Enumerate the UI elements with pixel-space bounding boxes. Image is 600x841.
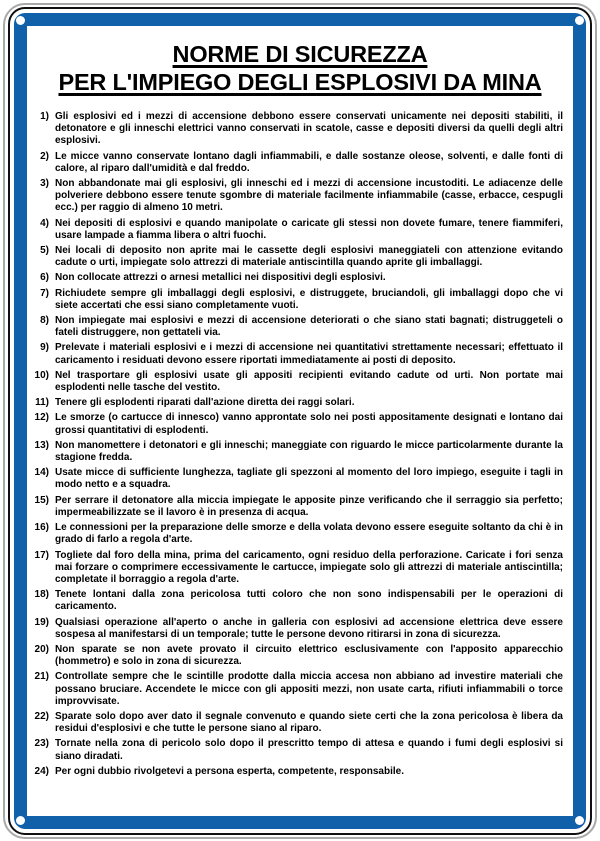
rule-number: 16) <box>34 522 49 534</box>
rule-number: 19) <box>34 616 49 628</box>
rule-item <box>31 370 563 394</box>
rule-text: Gli esplosivi ed i mezzi di accensione debbono essere conservati unicamente nei depositi stabiliti, il detonatore e gli inneschi elettrici vanno conservati in scatole, casse e depositi diversi da quelli degli altri esplosivi. <box>55 111 563 147</box>
rule-text: Usate micce di sufficiente lunghezza, tagliate gli spezzoni al momento del loro impiego, eseguite i tagli in modo netto e a squadra. <box>55 467 563 491</box>
rule-text: Sparate solo dopo aver dato il segnale convenuto e quando siete certi che la zona pericolosa è libera da residui d'esplosivi e che tutte le persone siano al riparo. <box>55 710 563 735</box>
rule-item <box>31 738 563 762</box>
rule-number: 3) <box>40 178 49 190</box>
rule-number: 21) <box>34 671 49 683</box>
rule-item <box>31 711 563 735</box>
rule-text: Per serrare il detonatore alla miccia impiegate le apposite pinze verificando che il serraggio sia perfetto; impermeabilizzate se il lavoro è in presenza di acqua. <box>55 494 563 518</box>
rule-item <box>31 550 563 587</box>
rule-item <box>31 412 563 436</box>
rule-item <box>31 467 563 491</box>
rule-number: 7) <box>40 287 49 299</box>
rule-item <box>31 522 563 546</box>
rule-number: 22) <box>34 710 49 722</box>
rule-number: 9) <box>40 342 49 354</box>
rule-number: 5) <box>40 245 49 257</box>
rule-number: 23) <box>34 738 49 750</box>
rule-item <box>31 440 563 464</box>
rule-text: Non abbandonate mai gli esplosivi, gli inneschi ed i mezzi di accensione incustoditi. Le adiacenze delle polveriere debbono essere tenute sgombre di materiale facilmente infiammabile (casse, erbacce, cespugli ecc.) per raggio di almeno 10 metri. <box>55 178 563 214</box>
rule-number: 14) <box>34 467 49 479</box>
rule-item <box>31 218 563 242</box>
rule-item <box>31 111 563 148</box>
rule-text: Controllate sempre che le scintille prodotte dalla miccia accesa non abbiano ad investire materiali che possano bruciare. Accendete le micce con gli appositi mezzi, non usate carta, rifiuti infiammabili o torce improvvisate. <box>55 671 563 707</box>
sign-content <box>29 28 571 814</box>
rule-item <box>31 617 563 641</box>
rule-number: 20) <box>34 643 49 655</box>
rule-text: Togliete dal foro della mina, prima del caricamento, ogni residuo della perforazione. Caricate i fori senza mai forzare o comprimere eccessivamente le cartucce, impiegate solo gli attrezzi di materiale antiscintilla; completate il borraggio a regola d'arte. <box>55 549 563 585</box>
rule-item <box>31 342 563 366</box>
rule-text: Non manomettere i detonatori e gli inneschi; maneggiate con riguardo le micce particolarmente durante la stagione fredda. <box>55 439 563 464</box>
rule-number: 24) <box>34 765 49 777</box>
screw-hole-top-right <box>575 16 584 25</box>
rule-number: 15) <box>34 494 49 506</box>
rule-item <box>31 151 563 175</box>
rule-text: Non impiegate mai esplosivi e mezzi di accensione deteriorati o che siano stati bagnati; distruggeteli o fateli distruggere, non gettateli via. <box>55 315 563 339</box>
rules-list <box>29 111 571 778</box>
rule-item <box>31 495 563 519</box>
rule-number: 6) <box>40 272 49 284</box>
rule-item <box>31 589 563 613</box>
rule-item <box>31 671 563 708</box>
rule-number: 2) <box>40 150 49 162</box>
rule-number: 12) <box>34 412 49 424</box>
title-line-1: NORME DI SICUREZZA <box>172 41 428 67</box>
rule-number: 17) <box>34 549 49 561</box>
screw-hole-bottom-left <box>16 816 25 825</box>
rule-text: Non sparate se non avete provato il circuito elettrico esclusivamente con l'apposito apparecchio (hommetro) e solo in zona di sicurezza. <box>55 643 563 668</box>
rule-text: Non collocate attrezzi o arnesi metallici nei dispositivi degli esplosivi. <box>55 272 386 284</box>
rule-text: Nel trasportare gli esplosivi usate gli appositi recipienti evitando cadute od urti. Non portate mai esplodenti nelle tasche del vestito. <box>55 369 563 394</box>
rule-item <box>31 644 563 668</box>
rule-item <box>31 397 563 409</box>
rule-item <box>31 315 563 339</box>
rule-number: 10) <box>34 369 49 381</box>
rule-text: Nei locali di deposito non aprite mai le cassette degli esplosivi maneggiateli con attenzione evitando cadute o urti, impiegate solo attrezzi di materiale antiscintilla quando aprite gli imballaggi. <box>55 245 563 269</box>
rule-number: 11) <box>35 397 49 409</box>
rule-item <box>31 245 563 269</box>
rule-text: Qualsiasi operazione all'aperto o anche in galleria con esplosivi ad accensione elettrica deve essere sospesa al manifestarsi di un temporale; tutte le persone devono ritirarsi in zona di sicurezza. <box>55 616 563 640</box>
rule-text: Prelevate i materiali esplosivi e i mezzi di accensione nei quantitativi strettamente necessari; effettuato il caricamento i residuati devono essere riportati immediatamente ai posti di deposito. <box>55 342 563 366</box>
rule-number: 8) <box>40 315 49 327</box>
rule-item <box>31 288 563 312</box>
rule-text: Tenere gli esplodenti riparati dall'azione diretta dei raggi solari. <box>55 397 355 409</box>
rule-text: Le connessioni per la preparazione delle smorze e della volata devono essere eseguite soltanto da chi è in grado di farlo a regola d'arte. <box>55 522 563 546</box>
rule-number: 18) <box>34 589 49 601</box>
screw-hole-bottom-right <box>575 816 584 825</box>
title-line-2: PER L'IMPIEGO DEGLI ESPLOSIVI DA MINA <box>58 69 542 95</box>
rule-text: Tenete lontani dalla zona pericolosa tutti coloro che non sono indispensabili per le operazioni di caricamento. <box>55 589 563 613</box>
rule-text: Richiudete sempre gli imballaggi degli esplosivi, e distruggete, bruciandoli, gli imballaggi dopo che vi siete accertati che essi siano completamente vuoti. <box>55 287 563 311</box>
rule-text: Per ogni dubbio rivolgetevi a persona esperta, competente, responsabile. <box>55 765 404 777</box>
rule-item <box>31 178 563 215</box>
rule-text: Le smorze (o cartucce di innesco) vanno approntate solo nei posti appositamente designati e lontano dai grossi quantitativi di esplodenti. <box>55 412 563 436</box>
rule-item <box>31 766 563 778</box>
rule-text: Le micce vanno conservate lontano dagli infiammabili, e dalle sostanze oleose, solventi, e dalle fonti di calore, al riparo dall'umidità e dal freddo. <box>55 150 563 174</box>
rule-number: 13) <box>34 439 49 451</box>
rule-number: 1) <box>40 111 49 122</box>
sign-title <box>29 40 571 96</box>
rule-item <box>31 272 563 284</box>
rule-text: Nei depositi di esplosivi e quando manipolate o caricate gli stessi non dovete fumare, tenere fiammiferi, usare lampade a fiamma libera o altri fuochi. <box>55 217 563 241</box>
rule-number: 4) <box>40 217 49 229</box>
screw-hole-top-left <box>16 16 25 25</box>
rule-text: Tornate nella zona di pericolo solo dopo il prescritto tempo di attesa e quando i fumi degli esplosivi si siano diradati. <box>55 738 563 762</box>
